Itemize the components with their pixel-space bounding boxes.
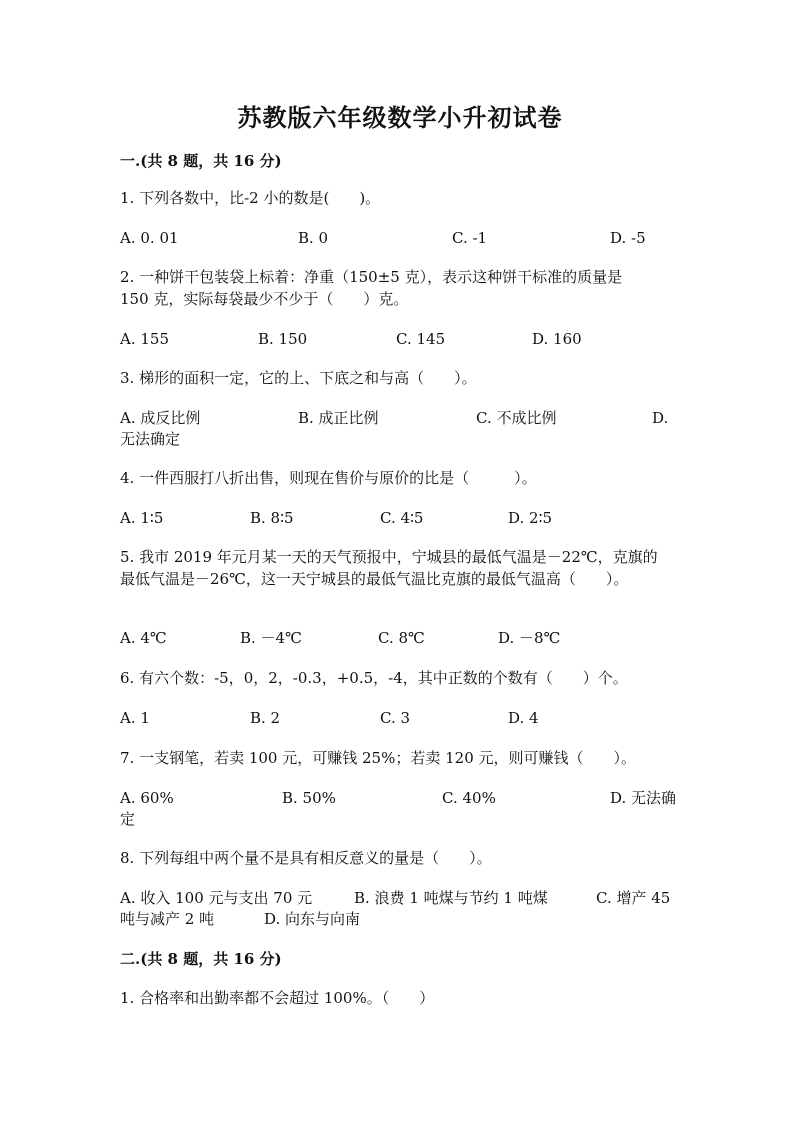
option-c: C. -1 (452, 229, 488, 247)
option-c: C. 145 (396, 330, 446, 348)
question-1-5-line2: 最低气温是－26℃，这一天宁城县的最低气温比克旗的最低气温高（ ）。 (120, 570, 629, 588)
option-b: B. －4℃ (240, 629, 302, 647)
option-b: B. 8∶5 (250, 509, 294, 527)
question-1-8-options (120, 887, 680, 909)
page-title: 苏教版六年级数学小升初试卷 (237, 103, 563, 132)
option-a: A. 0. 01 (120, 229, 179, 247)
option-d: D. 向东与向南 (264, 910, 361, 928)
option-d-continued: 无法确定 (120, 430, 181, 448)
question-1-6-options (120, 707, 680, 729)
option-a: A. 1 (120, 709, 150, 727)
question-1-1: 1. 下列各数中，比-2 小的数是( )。 (120, 189, 381, 207)
option-c: C. 3 (380, 709, 411, 727)
option-a: A. 1∶5 (120, 509, 164, 527)
option-d: D. 无法确 (610, 789, 677, 807)
option-d: D. 4 (508, 709, 539, 727)
question-1-3-options (120, 407, 680, 429)
option-b: B. 50% (282, 789, 336, 807)
option-d: D. －8℃ (498, 629, 561, 647)
option-d-continued: 定 (120, 810, 136, 828)
option-a: A. 收入 100 元与支出 70 元 (120, 889, 313, 907)
question-1-4-options (120, 507, 680, 529)
option-b: B. 2 (250, 709, 281, 727)
question-1-1-options (120, 227, 680, 249)
question-1-2-line2: 150 克，实际每袋最少不少于（ ）克。 (120, 290, 409, 308)
question-1-2-options (120, 328, 680, 350)
option-c: C. 4∶5 (380, 509, 424, 527)
question-1-2-line1: 2. 一种饼干包装袋上标着：净重（150±5 克），表示这种饼干标准的质量是 (120, 268, 623, 286)
question-1-7: 7. 一支钢笔，若卖 100 元，可赚钱 25%；若卖 120 元，则可赚钱（ ）。 (120, 749, 637, 767)
option-b: B. 浪费 1 吨煤与节约 1 吨煤 (354, 889, 548, 907)
question-1-6: 6. 有六个数：-5，0，2，-0.3，+0.5，-4，其中正数的个数有（ ）个。 (120, 669, 628, 687)
option-a: A. 155 (120, 330, 169, 348)
option-a: A. 60% (120, 789, 174, 807)
section-2-heading: 二.(共 8 题，共 16 分) (120, 950, 282, 968)
question-1-5-options (120, 627, 680, 649)
question-2-1: 1. 合格率和出勤率都不会超过 100%。（ ） (120, 989, 435, 1007)
option-d: D. 2∶5 (508, 509, 553, 527)
option-c: C. 不成比例 (476, 409, 557, 427)
question-1-3: 3. 梯形的面积一定，它的上、下底之和与高（ ）。 (120, 369, 477, 387)
option-c: C. 40% (442, 789, 496, 807)
option-c: C. 8℃ (378, 629, 425, 647)
question-1-5-line1: 5. 我市 2019 年元月某一天的天气预报中，宁城县的最低气温是－22℃，克旗的 (120, 548, 658, 566)
question-1-4: 4. 一件西服打八折出售，则现在售价与原价的比是（ ）。 (120, 469, 537, 487)
option-c: C. 增产 45 (596, 889, 671, 907)
question-1-7-options (120, 787, 680, 809)
question-1-8: 8. 下列每组中两个量不是具有相反意义的量是（ ）。 (120, 849, 492, 867)
section-1-heading: 一.(共 8 题，共 16 分) (120, 152, 282, 170)
option-a: A. 4℃ (120, 629, 167, 647)
option-b: B. 0 (298, 229, 329, 247)
option-d: D. -5 (610, 229, 646, 247)
option-b: B. 成正比例 (298, 409, 379, 427)
option-c-continued: 吨与减产 2 吨 (120, 910, 215, 928)
option-d: D. (652, 409, 669, 427)
option-a: A. 成反比例 (120, 409, 201, 427)
option-d: D. 160 (532, 330, 582, 348)
option-b: B. 150 (258, 330, 308, 348)
